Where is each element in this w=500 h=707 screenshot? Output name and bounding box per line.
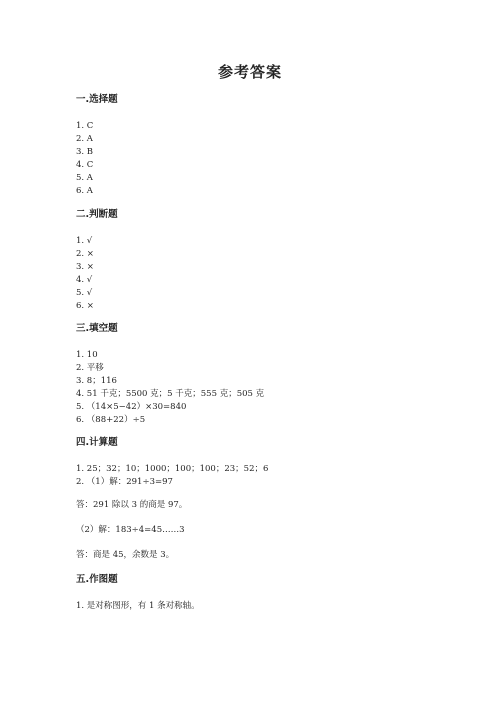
answer-item: 6. × [76,301,94,311]
answer-item: 3. B [76,147,94,157]
answer-item: 1. √ [76,236,93,246]
answer-statement: 答：291 除以 3 的商是 97。 [76,500,188,510]
answer-list [76,600,456,613]
section-true-false [76,208,456,313]
section-heading: 四.计算题 [76,437,118,448]
answer-item: 5. （14×5−42）×30=840 [76,402,187,412]
section-fill-in [76,322,456,427]
answer-statement: 答：商是 45，余数是 3。 [76,550,175,560]
answer-item: 3. × [76,262,94,272]
answer-item: 4. C [76,160,94,170]
answer-item: 2. A [76,134,93,144]
answer-item: 2. （1）解：291÷3=97 [76,477,173,487]
section-heading: 二.判断题 [76,209,118,220]
answer-item: 2. × [76,249,94,259]
page-title: 参考答案 [217,63,282,81]
section-heading: 五.作图题 [76,574,118,585]
answer-item: 1. 是对称图形，有 1 条对称轴。 [76,601,200,611]
section-calculation [76,436,456,489]
answer-item: 5. √ [76,288,93,298]
section-heading: 一.选择题 [76,94,118,105]
answer-item: 4. √ [76,275,93,285]
answer-list [76,120,456,198]
answer-list [76,235,456,313]
answer-list [76,349,456,427]
section-drawing [76,573,456,613]
answer-item: 3. 8；116 [76,376,117,386]
answer-item: 1. 25；32；10；1000；100；100；23；52；6 [76,464,269,474]
section-heading: 三.填空题 [76,323,118,334]
answer-item: 1. 10 [76,350,98,360]
answer-item: 6. （88+22）÷5 [76,415,146,425]
answer-item: （2）解：183÷4=45……3 [76,525,185,535]
answer-list [76,463,456,489]
answer-item: 4. 51 千克；5500 克；5 千克；555 克；505 克 [76,389,265,399]
answer-item: 1. C [76,121,94,131]
answer-item: 6. A [76,186,93,196]
answer-item: 2. 平移 [76,363,104,373]
answer-item: 5. A [76,173,93,183]
section-multiple-choice [76,93,456,198]
